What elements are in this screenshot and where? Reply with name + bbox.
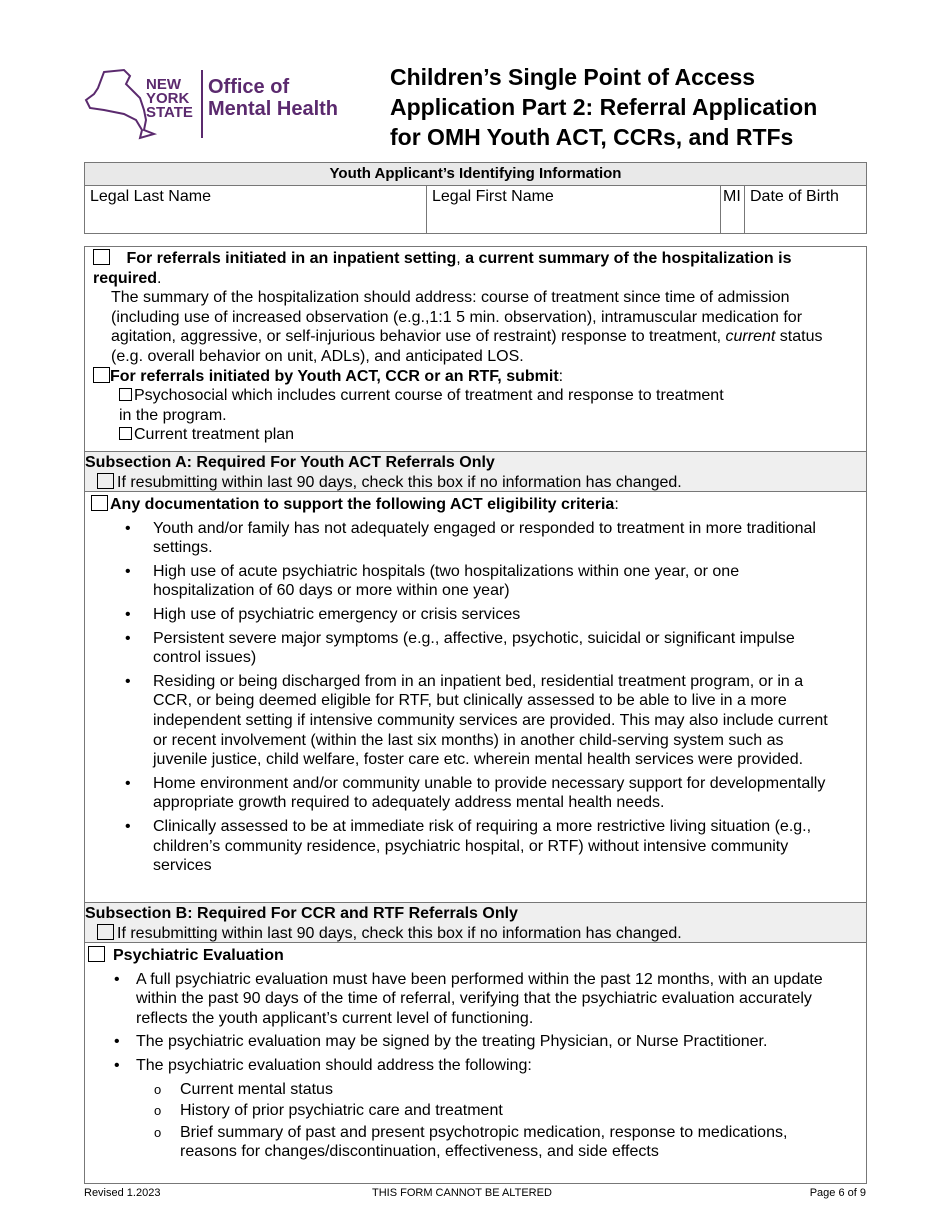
psych-list — [80, 970, 836, 1076]
list-item: o Brief summary of past and present psychotropic medication, response to medications, reasons for changes/discontinuation, effectiveness, and side effects — [88, 1123, 836, 1162]
act-ccr-rtf-checkbox[interactable] — [93, 367, 110, 383]
list-item: • A full psychiatric evaluation must have been performed within the past 12 months, with an update within the past 90 days of the time of referral, verifying that the psychiatric evaluation accurately reflects the youth applicant’s current level of functioning. — [80, 970, 836, 1029]
act-eligibility-section: Any documentation to support the following ACT eligibility criteria: • Youth and/or family has not adequately engaged or responded to treatment in more traditional settings. • High use of acute psychiatric hospitals (two hospitalizations within one year, or one hospitalization of 60 days or more within one year) • High use of psychiatric emergency or crisis services • Persistent severe major symptoms (e.g., affective, psychotic, suicidal or significant impulse control issues) • Residing or being discharged from in an inpatient bed, residential treatment program, or in a CCR, or being deemed eligible for RTF, but clinically assessed to be able to live in a more independent setting if intensive community services are provided. This may also include current or recent involvement (within the last six months) in another child-serving system such as juvenile justice, child welfare, foster care etc. wherein mental health services were provided. • Home environment and/or community unable to provide necessary support for developmentally appropriate growth required to adequately address mental health needs. • Clinically assessed to be at immediate risk of requiring a more restrictive living situation (e.g., children’s community residence, psychiatric hospital, or RTF) without intensive community services — [85, 492, 866, 903]
subsection-a-header — [85, 452, 866, 492]
psychiatric-evaluation-section — [85, 943, 866, 1162]
list-item: • Home environment and/or community unable to provide necessary support for developmentally appropriate growth required to adequately address mental health needs. — [91, 774, 836, 813]
inpatient-description — [93, 288, 866, 366]
mi-field[interactable]: MI — [721, 185, 745, 233]
date-of-birth-field[interactable]: Date of Birth — [745, 185, 867, 233]
text: The summary of the hospitalization should address: course of treatment since time of admission (including use of increased observation (e.g.,1:1 5 min. observation), intramuscular medication for agitation, aggressive, or self-injurious behavior use of restraint) response to treatment, — [111, 289, 803, 346]
list-item: • Clinically assessed to be at immediate risk of requiring a more restrictive living situation (e.g., children’s community residence, psychiatric hospital, or RTF) without intensive community services — [91, 817, 836, 876]
subsection-a-title: Subsection A: Required For Youth ACT Referrals Only — [85, 454, 495, 471]
psych-sublist — [88, 1080, 836, 1162]
inpatient-summary-checkbox[interactable] — [93, 249, 110, 265]
logo-divider — [201, 70, 203, 138]
act-ccr-rtf-heading: For referrals initiated by Youth ACT, CCR or an RTF, submit — [110, 367, 559, 385]
title-line: for OMH Youth ACT, CCRs, and RTFs — [390, 124, 794, 150]
identifying-info-table — [84, 162, 867, 234]
page-number: Page 6 of 9 — [809, 1187, 866, 1199]
logo-mental-health: Mental Health — [208, 98, 339, 120]
psychiatric-evaluation-heading: Psychiatric Evaluation — [113, 947, 284, 964]
referral-requirements — [84, 246, 867, 1184]
subsection-b-title: Subsection B: Required For CCR and RTF Referrals Only — [85, 905, 518, 922]
form-notice: THIS FORM CANNOT BE ALTERED — [372, 1187, 552, 1199]
text: status (e.g. overall behavior on unit, ADLs), and anticipated LOS. — [111, 328, 823, 365]
logo-york: YORK — [146, 90, 190, 107]
psychosocial-checkbox[interactable] — [119, 388, 132, 401]
inpatient-requirement: a current summary of the hospitalization is required — [93, 250, 792, 287]
logo-new: NEW — [146, 76, 181, 93]
identifying-info-header: Youth Applicant’s Identifying Information — [85, 163, 867, 186]
inpatient-heading: For referrals initiated in an inpatient setting — [126, 250, 457, 267]
list-item: • The psychiatric evaluation should address the following: — [80, 1056, 836, 1076]
text-em: current — [725, 328, 776, 346]
act-criteria-list — [91, 519, 836, 876]
psychiatric-evaluation-checkbox[interactable] — [88, 946, 105, 962]
subsection-a-resubmit-checkbox[interactable] — [97, 473, 114, 489]
subsection-b-header — [85, 903, 866, 943]
treatment-plan-checkbox[interactable] — [119, 427, 132, 440]
treatment-plan-label: Current treatment plan — [134, 426, 295, 444]
nys-omh-logo — [84, 64, 374, 144]
act-eligibility-checkbox[interactable] — [91, 495, 108, 511]
logo-state: STATE — [146, 104, 193, 121]
page-title — [390, 62, 817, 152]
list-item: • The psychiatric evaluation may be signed by the treating Physician, or Nurse Practitioner. — [80, 1032, 836, 1052]
list-item: • High use of acute psychiatric hospitals (two hospitalizations within one year, or one hospitalization of 60 days or more within one year) — [91, 562, 836, 601]
legal-last-name-field[interactable]: Legal Last Name — [85, 185, 427, 233]
title-line: Application Part 2: Referral Application — [390, 94, 818, 120]
act-eligibility-heading: Any documentation to support the following ACT eligibility criteria — [110, 496, 615, 513]
list-item: o History of prior psychiatric care and treatment — [88, 1101, 836, 1121]
psychosocial-label: Psychosocial which includes current course of treatment and response to treatment in the program. — [119, 387, 724, 424]
list-item: • Persistent severe major symptoms (e.g., affective, psychotic, suicidal or significant impulse control issues) — [91, 629, 836, 668]
section-general-documents: For referrals initiated in an inpatient setting, a current summary of the hospitalization is required. The summary of the hospitalization should address: course of treatment since time of admission (including use of increased observation (e.g.,1:1 5 min. observation), intramuscular medication for agitation, aggressive, or self-injurious behavior use of restraint) response to treatment, current status (e.g. overall behavior on unit, ADLs), and anticipated LOS. For referrals initiated by Youth ACT, CCR or an RTF, submit: Psychosocial which includes current course of treatment and response to treatment in the program. Current treatment plan — [85, 247, 866, 452]
subsection-b-resubmit-checkbox[interactable] — [97, 924, 114, 940]
list-item: • Residing or being discharged from in an inpatient bed, residential treatment program, or in a CCR, or being deemed eligible for RTF, but clinically assessed to be able to live in a more independent setting if intensive community services are provided. This may also include current or recent involvement (within the last six months) in another child-serving system such as juvenile justice, child welfare, foster care etc. wherein mental health services were provided. — [91, 672, 836, 770]
list-item: o Current mental status — [88, 1080, 836, 1100]
title-line: Children’s Single Point of Access — [390, 64, 756, 90]
list-item: • High use of psychiatric emergency or crisis services — [91, 605, 836, 625]
resubmit-label: If resubmitting within last 90 days, check this box if no information has changed. — [117, 924, 682, 942]
revision-date: Revised 1.2023 — [84, 1187, 161, 1199]
legal-first-name-field[interactable]: Legal First Name — [427, 185, 721, 233]
list-item: • Youth and/or family has not adequately engaged or responded to treatment in more traditional settings. — [91, 519, 836, 558]
resubmit-label: If resubmitting within last 90 days, check this box if no information has changed. — [117, 473, 682, 491]
logo-office: Office of — [208, 76, 290, 98]
